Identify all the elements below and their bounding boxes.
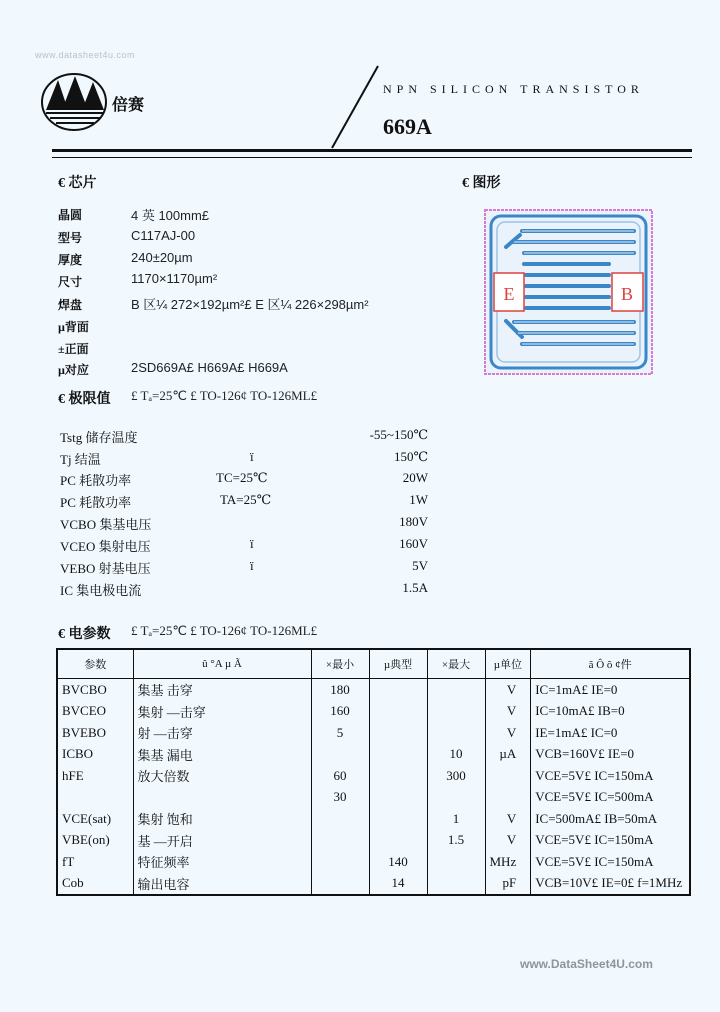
rating-cond: TC=25℃ (216, 470, 268, 485)
table-cell (133, 787, 311, 809)
table-cell: BVCEO (57, 701, 133, 723)
table-cell: VBE(on) (57, 830, 133, 852)
chip-label: µ背面 (58, 320, 89, 334)
max-ratings-heading: € 极限值 (58, 392, 111, 407)
table-cell (369, 765, 427, 787)
rating-value: 150℃ (393, 449, 428, 464)
table-cell: VCE=5V£ IC=500mA (531, 787, 690, 809)
table-cell: 集射 饱和 (133, 808, 311, 830)
table-cell: 14 (369, 873, 427, 896)
table-cell: Cob (57, 873, 133, 896)
base-label: B (620, 284, 634, 304)
table-row (57, 701, 690, 723)
chip-layout-diagram (484, 209, 653, 375)
col-header: ×最小 (311, 649, 369, 679)
rating-param: VCBO 集基电压 (60, 517, 152, 532)
table-cell: VCB=10V£ IE=0£ f=1MHz (531, 873, 690, 896)
table-cell: ICBO (57, 744, 133, 766)
chip-value: C117AJ-00 (131, 228, 196, 243)
table-cell (485, 765, 531, 787)
table-cell (369, 701, 427, 723)
table-cell (311, 808, 369, 830)
col-header: ×最大 (427, 649, 485, 679)
table-cell (369, 679, 427, 701)
table-cell (427, 722, 485, 744)
table-cell (311, 873, 369, 896)
chip-label: 焊盘 (58, 298, 83, 312)
table-cell: 射 —击穿 (133, 722, 311, 744)
table-cell: VCE=5V£ IC=150mA (531, 851, 690, 873)
table-cell: BVCBO (57, 679, 133, 701)
table-cell: 180 (311, 679, 369, 701)
chip-value: B 区¼ 272×192µm²£ E 区¼ 226×298µm² (131, 297, 369, 312)
rating-value: -55~150℃ (369, 427, 428, 442)
table-cell: 输出电容 (133, 873, 311, 896)
table-cell (427, 851, 485, 873)
table-cell: 5 (311, 722, 369, 744)
rating-value: 180V (399, 514, 428, 529)
model-number: 669A (383, 114, 432, 139)
rating-cond: TA=25℃ (220, 492, 272, 507)
table-cell (311, 830, 369, 852)
table-row (57, 722, 690, 744)
table-cell: 160 (311, 701, 369, 723)
rating-value: 160V (399, 536, 428, 551)
watermark-top: www.datasheet4u.com (35, 50, 136, 60)
table-cell (57, 787, 133, 809)
table-cell: IC=1mA£ IE=0 (531, 679, 690, 701)
chip-label: ±正面 (58, 342, 89, 356)
table-cell: 集基 击穿 (133, 679, 311, 701)
table-cell: fT (57, 851, 133, 873)
table-row (57, 744, 690, 766)
rating-param: VCEO 集射电压 (60, 539, 151, 554)
col-header: µ单位 (485, 649, 531, 679)
table-cell (369, 787, 427, 809)
rating-value: 20W (402, 470, 428, 485)
chip-label: 型号 (58, 231, 83, 245)
table-cell: IE=1mA£ IC=0 (531, 722, 690, 744)
table-cell: 基 —开启 (133, 830, 311, 852)
table-cell: 10 (427, 744, 485, 766)
table-cell (427, 679, 485, 701)
col-header: 参数 (57, 649, 133, 679)
elec-conditions: £ Tₐ=25℃ £ TO-126¢ TO-126ML£ (131, 623, 318, 638)
table-header-row (57, 649, 690, 679)
product-type: NPN SILICON TRANSISTOR (383, 82, 644, 96)
chip-label: 尺寸 (58, 275, 83, 289)
chip-value: 4 英 100mm£ (131, 208, 210, 223)
table-row (57, 765, 690, 787)
table-cell (369, 744, 427, 766)
company-logo (40, 70, 110, 132)
table-cell: µA (485, 744, 531, 766)
table-cell: MHz (485, 851, 531, 873)
table-row (57, 679, 690, 701)
chip-value: 1170×1170µm² (131, 271, 218, 286)
table-cell: V (485, 679, 531, 701)
rating-param: PC 耗散功率 (60, 495, 132, 510)
max-ratings-conditions: £ Tₐ=25℃ £ TO-126¢ TO-126ML£ (131, 388, 318, 403)
table-cell: 60 (311, 765, 369, 787)
table-cell (311, 744, 369, 766)
col-header: ã Ô õ ¢件 (531, 649, 690, 679)
table-cell: 集射 —击穿 (133, 701, 311, 723)
table-cell: pF (485, 873, 531, 896)
table-cell: VCE=5V£ IC=150mA (531, 765, 690, 787)
rating-value: 1W (409, 492, 428, 507)
header-slash (330, 64, 380, 150)
col-header: µ典型 (369, 649, 427, 679)
table-cell: 30 (311, 787, 369, 809)
chip-value: 2SD669A£ H669A£ H669A (131, 360, 288, 375)
rating-cond: ï (250, 449, 254, 464)
table-cell (311, 851, 369, 873)
table-cell: 集基 漏电 (133, 744, 311, 766)
elec-heading: € 电参数 (58, 627, 111, 642)
table-cell: BVEBO (57, 722, 133, 744)
table-cell: 特征频率 (133, 851, 311, 873)
table-cell: IC=500mA£ IB=50mA (531, 808, 690, 830)
rating-param: Tstg 储存温度 (60, 430, 138, 445)
rating-value: 1.5A (402, 580, 428, 595)
rating-cond: ï (250, 558, 254, 573)
rating-value: 5V (412, 558, 428, 573)
table-row (57, 851, 690, 873)
col-header: û °A µ Ã (133, 649, 311, 679)
chip-label: 晶圆 (58, 208, 83, 222)
table-cell: VCB=160V£ IE=0 (531, 744, 690, 766)
table-cell (369, 808, 427, 830)
rating-param: Tj 结温 (60, 452, 101, 467)
watermark-bottom: www.DataSheet4U.com (520, 957, 653, 971)
table-cell: 放大倍数 (133, 765, 311, 787)
rating-param: PC 耗散功率 (60, 473, 132, 488)
table-row (57, 787, 690, 809)
table-cell: V (485, 701, 531, 723)
header-rule-thick (52, 149, 692, 152)
table-cell: V (485, 808, 531, 830)
rating-param: IC 集电极电流 (60, 583, 142, 598)
table-cell (427, 873, 485, 896)
rating-param: VEBO 射基电压 (60, 561, 151, 576)
chip-label: 厚度 (58, 253, 83, 267)
table-cell (427, 701, 485, 723)
table-row (57, 808, 690, 830)
table-cell: V (485, 722, 531, 744)
table-cell: V (485, 830, 531, 852)
table-row (57, 830, 690, 852)
table-cell (369, 830, 427, 852)
table-cell: 1 (427, 808, 485, 830)
chip-value: 240±20µm (131, 250, 193, 265)
diagram-heading: € 图形 (462, 176, 501, 191)
rating-cond: ï (250, 536, 254, 551)
chip-label: µ对应 (58, 363, 89, 377)
table-cell: VCE(sat) (57, 808, 133, 830)
table-cell (427, 787, 485, 809)
header-rule-thin (52, 157, 692, 158)
table-cell: hFE (57, 765, 133, 787)
company-name: 倍赛 (112, 97, 145, 114)
table-cell: IC=10mA£ IB=0 (531, 701, 690, 723)
table-cell: 140 (369, 851, 427, 873)
table-row (57, 873, 690, 896)
electrical-characteristics-table (56, 648, 691, 896)
emitter-label: E (503, 284, 515, 304)
table-cell: 1.5 (427, 830, 485, 852)
table-cell (485, 787, 531, 809)
table-cell (369, 722, 427, 744)
table-cell: VCE=5V£ IC=150mA (531, 830, 690, 852)
chip-heading: € 芯片 (58, 176, 97, 191)
table-cell: 300 (427, 765, 485, 787)
